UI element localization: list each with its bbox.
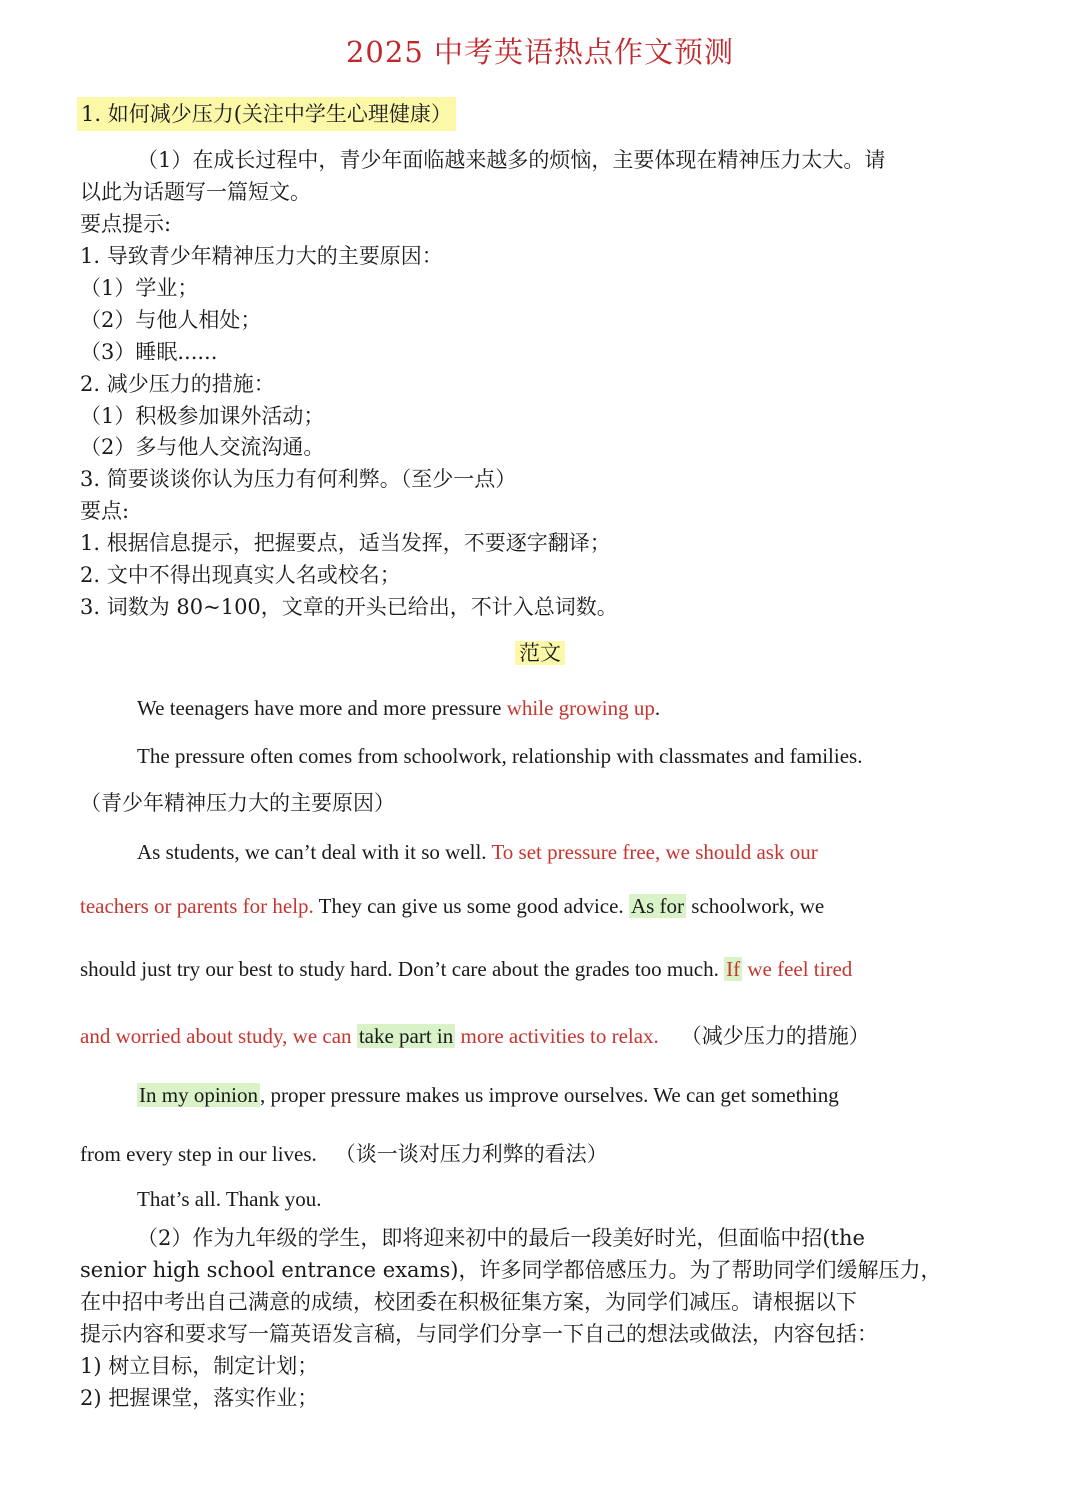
requirements-label: 要点:: [80, 499, 130, 523]
essay-text: They can give us some good advice.: [313, 894, 629, 918]
hint-2b: （2）多与他人交流沟通。: [80, 435, 325, 459]
task2-line2: senior high school entrance exams)，许多同学都倍感压力。为了帮助同学们缓解压力，: [80, 1258, 942, 1282]
essay-highlight-phrase: In my opinion: [139, 1083, 258, 1107]
task2-item-2: 2) 把握课堂，落实作业；: [80, 1386, 319, 1410]
task2-item-1: 1) 树立目标，制定计划；: [80, 1354, 319, 1378]
essay-text: , proper pressure makes us improve ourselves. We can get something: [260, 1083, 839, 1107]
hint-2: 2. 减少压力的措施：: [80, 372, 275, 396]
essay-paragraph-3-line4: [80, 1020, 870, 1050]
essay-red-text: while growing up: [506, 696, 655, 720]
essay-red-text: To set pressure free, we should ask our: [491, 840, 818, 864]
sample-essay-label: 范文: [515, 641, 565, 665]
hints-label: 要点提示:: [80, 212, 172, 236]
essay-text: from every step in our lives.: [80, 1142, 317, 1166]
requirement-1: 1. 根据信息提示，把握要点，适当发挥，不要逐字翻译；: [80, 531, 611, 555]
essay-highlight-phrase: take part in: [358, 1024, 454, 1048]
essay-paragraph-1: [137, 696, 660, 721]
essay-text: should just try our best to study hard. Don’t care about the grades too much.: [80, 957, 725, 981]
essay-note-causes: （青少年精神压力大的主要原因）: [80, 791, 395, 815]
essay-red-text: more activities to relax.: [455, 1024, 659, 1048]
task2-line4: 提示内容和要求写一篇英语发言稿，与同学们分享一下自己的想法或做法，内容包括：: [80, 1322, 878, 1346]
essay-paragraph-3-line3: [80, 957, 852, 982]
essay-paragraph-5: That’s all. Thank you.: [137, 1187, 322, 1211]
essay-text: We teenagers have more and more pressure: [137, 696, 507, 720]
essay-paragraph-4-line2: [80, 1138, 608, 1168]
requirement-2: 2. 文中不得出现真实人名或校名；: [80, 563, 401, 587]
task1-intro-line1: （1）在成长过程中，青少年面临越来越多的烦恼，主要体现在精神压力太大。请: [137, 148, 886, 172]
sample-essay-label-wrap: [0, 638, 1080, 669]
essay-text: .: [654, 696, 661, 720]
essay-highlight-phrase: If: [726, 957, 741, 981]
hint-1: 1. 导致青少年精神压力大的主要原因：: [80, 244, 443, 268]
essay-red-text: we feel tired: [742, 957, 853, 981]
essay-paragraph-4-line1: [137, 1083, 839, 1108]
hint-1a: （1）学业；: [80, 276, 199, 300]
hint-3: 3. 简要谈谈你认为压力有何利弊。（至少一点）: [80, 467, 517, 491]
essay-highlight-phrase: As for: [630, 894, 685, 918]
task1-intro-line2: 以此为话题写一篇短文。: [80, 180, 311, 204]
essay-red-text: and worried about study, we can: [80, 1024, 357, 1048]
hint-1b: （2）与他人相处；: [80, 308, 262, 332]
essay-red-text: teachers or parents for help.: [80, 894, 314, 918]
essay-note-opinion: （谈一谈对压力利弊的看法）: [334, 1142, 608, 1166]
essay-text: schoolwork, we: [686, 894, 825, 918]
requirement-3: 3. 词数为 80~100，文章的开头已给出，不计入总词数。: [80, 595, 618, 619]
page-title: 2025 中考英语热点作文预测: [345, 35, 735, 69]
task2-line3: 在中招中考出自己满意的成绩，校团委在积极征集方案，为同学们减压。请根据以下: [80, 1290, 857, 1314]
hint-2a: （1）积极参加课外活动；: [80, 404, 325, 428]
essay-note-measures: （减少压力的措施）: [680, 1024, 870, 1048]
section-heading: 1. 如何减少压力(关注中学生心理健康）: [77, 97, 456, 131]
essay-text: As students, we can’t deal with it so well.: [137, 840, 492, 864]
essay-paragraph-3-line2: [80, 894, 824, 919]
hint-1c: （3）睡眠......: [80, 340, 218, 364]
essay-paragraph-2: The pressure often comes from schoolwork, relationship with classmates and families.: [137, 744, 863, 768]
task2-line1: （2）作为九年级的学生，即将迎来初中的最后一段美好时光，但面临中招(the: [137, 1226, 865, 1250]
essay-paragraph-3-line1: [137, 840, 818, 865]
